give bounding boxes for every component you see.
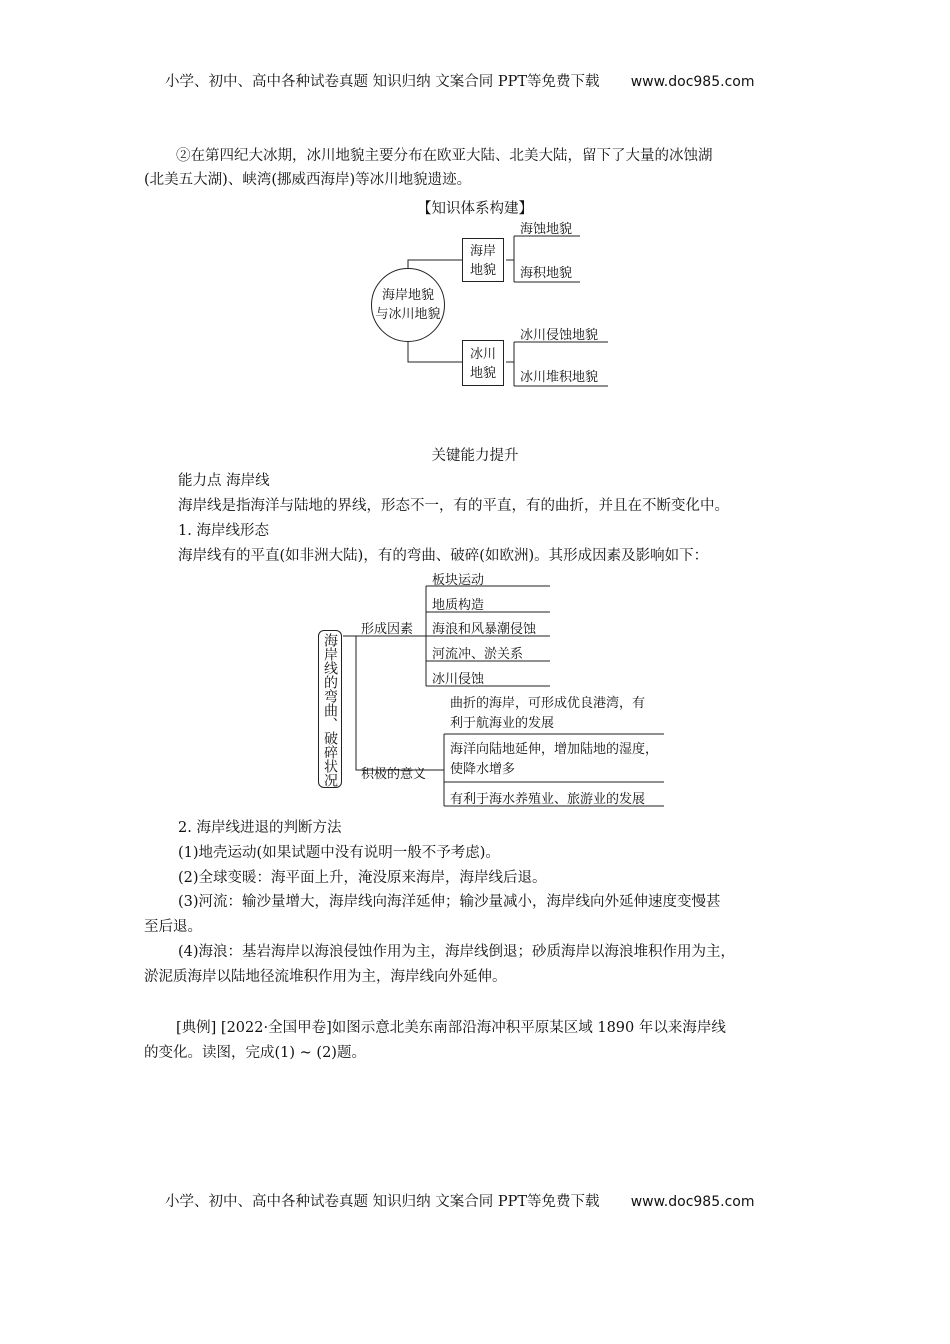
heading-2: 2. 海岸线进退的判断方法: [178, 820, 342, 836]
g1-item-5: 冰川侵蚀: [432, 672, 485, 687]
branch2-label-2: 地貌: [469, 366, 496, 381]
header-text: 小学、初中、高中各种试卷真题 知识归纳 文案合同 PPT等免费下载: [165, 74, 600, 90]
coastline-definition: 海岸线是指海洋与陆地的界线，形态不一，有的平直，有的曲折，并且在不断变化中。: [178, 498, 729, 514]
branch2-item-2: 冰川堆积地貌: [520, 370, 599, 385]
heading-1-text: 海岸线有的平直(如非洲大陆)，有的弯曲、破碎(如欧洲)。其形成因素及影响如下：: [178, 548, 709, 564]
root-line-2: 与冰川地貌: [375, 307, 441, 322]
g1-item-2: 地质构造: [432, 598, 485, 613]
section-title: 关键能力提升: [431, 448, 519, 464]
ability-point: 能力点 海岸线: [178, 473, 270, 489]
connector-root: [343, 636, 444, 770]
footer-text: 小学、初中、高中各种试卷真题 知识归纳 文案合同 PPT等免费下载: [165, 1194, 600, 1210]
page-footer: [165, 1190, 754, 1211]
g1-item-4: 河流冲、淤关系: [432, 647, 524, 662]
coastline-root: 海岸线的弯曲、破碎状况: [318, 630, 342, 788]
g2-item-1: [450, 694, 645, 734]
heading-1: 1. 海岸线形态: [178, 523, 269, 539]
intro-line-1: ②在第四纪大冰期，冰川地貌主要分布在欧亚大陆、北美大陆，留下了大量的冰蚀湖: [176, 148, 713, 164]
group2-label: 积极的意义: [361, 767, 427, 782]
g1-item-1: 板块运动: [432, 573, 485, 588]
branch2-label-1: 冰川: [469, 347, 496, 362]
example-line-2: 的变化。读图，完成(1) ~ (2)题。: [144, 1045, 366, 1061]
g2-item-2-line-2: 使降水增多: [450, 762, 516, 777]
footer-site: www.doc985.com: [630, 1194, 755, 1210]
g2-item-1-line-1: 曲折的海岸，可形成优良港湾，有: [450, 696, 646, 711]
branch1-label-1: 海岸: [469, 244, 496, 259]
root-line-1: 海岸地貌: [381, 288, 434, 303]
header-site: www.doc985.com: [630, 74, 755, 90]
judgement-4a: (4)海浪：基岩海岸以海浪侵蚀作用为主，海岸线倒退；砂质海岸以海浪堆积作用为主，: [178, 944, 736, 960]
g2-item-3: 有利于海水养殖业、旅游业的发展: [450, 792, 646, 807]
judgement-1: (1)地壳运动(如果试题中没有说明一般不予考虑)。: [178, 845, 500, 861]
branch1-item-1: 海蚀地貌: [520, 222, 573, 237]
judgement-3a: (3)河流：输沙量增大，海岸线向海洋延伸；输沙量减小，海岸线向外延伸速度变慢甚: [178, 894, 721, 910]
g2-item-2-line-1: 海洋向陆地延伸，增加陆地的湿度，: [450, 742, 659, 757]
judgement-4b: 淤泥质海岸以陆地径流堆积作用为主，海岸线向外延伸。: [144, 969, 507, 985]
g1-item-3: 海浪和风暴潮侵蚀: [432, 622, 537, 637]
g2-item-2: [450, 740, 658, 780]
group1-label: 形成因素: [361, 622, 414, 637]
branch1-item-2: 海积地貌: [520, 266, 573, 281]
judgement-2: (2)全球变暖：海平面上升，淹没原来海岸，海岸线后退。: [178, 870, 547, 886]
g2-item-1-line-2: 利于航海业的发展: [450, 716, 555, 731]
branch1-label-2: 地貌: [469, 263, 496, 278]
knowledge-title: 【知识体系构建】: [417, 201, 533, 217]
judgement-3b: 至后退。: [144, 919, 202, 935]
branch2-item-1: 冰川侵蚀地貌: [520, 328, 599, 343]
example-line-1: [典例] [2022·全国甲卷]如图示意北美东南部沿海冲积平原某区域 1890 年以来海岸线: [176, 1020, 726, 1036]
intro-line-2: (北美五大湖)、峡湾(挪威西海岸)等冰川地貌遗迹。: [144, 172, 472, 188]
